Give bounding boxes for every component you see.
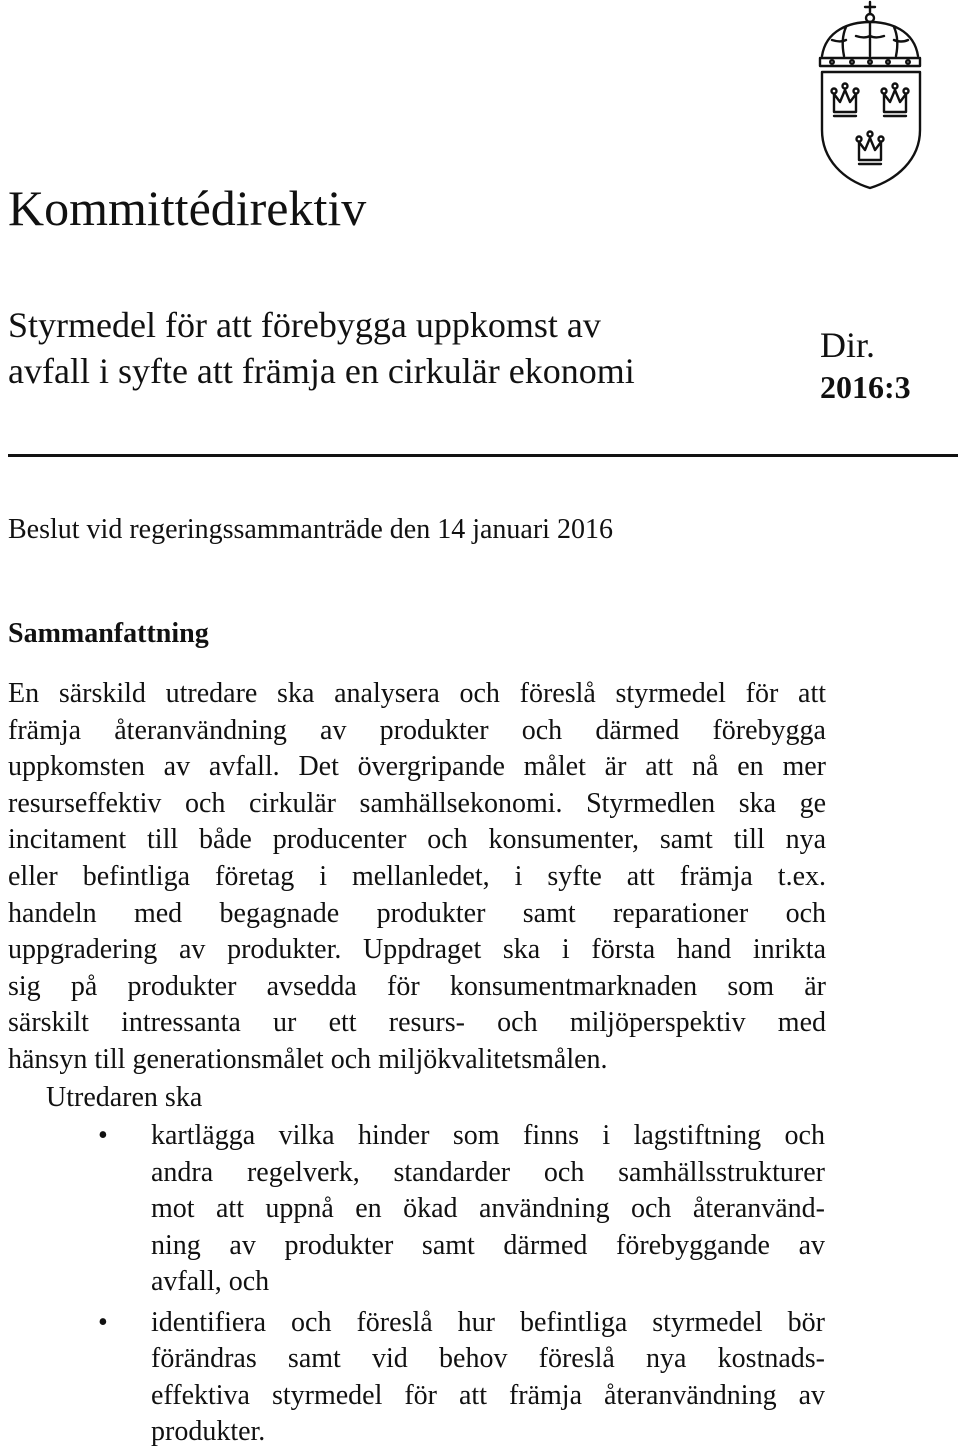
paragraph-line: främja återanvändning av produkter och därmed förebygga: [8, 714, 826, 746]
list-item-line: kartlägga vilka hinder som finns i lagstiftning och: [151, 1120, 825, 1151]
list-item-line: mot att uppnå en ökad användning och återanvänd-: [151, 1193, 825, 1224]
document-title: Kommittédirektiv: [8, 180, 367, 236]
summary-paragraph: [8, 676, 826, 1079]
subtitle-line: avfall i syfte att främja en cirkulär ekonomi: [8, 351, 635, 391]
task-list: [0, 1118, 960, 1455]
list-item-line: identifiera och föreslå hur befintliga styrmedel bör: [151, 1306, 825, 1338]
list-item: [0, 1305, 960, 1451]
bullet-icon: •: [98, 1306, 108, 1338]
list-item: [0, 1118, 960, 1301]
list-item-text: [151, 1305, 825, 1451]
paragraph-line: resurseffektiv och cirkulär samhällsekonomi. Styrmedlen ska ge: [8, 787, 826, 819]
paragraph-line: handeln med begagnade produkter samt reparationer och: [8, 897, 826, 929]
paragraph-line: eller befintliga företag i mellanledet, i syfte att främja t.ex.: [8, 860, 826, 892]
tasks-intro: Utredaren ska: [46, 1082, 203, 1113]
list-item-line: effektiva styrmedel för att främja återanvändning av: [151, 1379, 825, 1411]
header-divider: [8, 454, 958, 457]
paragraph-line: sig på produkter avsedda för konsumentmarknaden som är: [8, 970, 826, 1002]
coat-of-arms-icon: [812, 0, 944, 196]
decision-line: Beslut vid regeringssammanträde den 14 januari 2016: [8, 514, 613, 545]
directive-year: 2016:3: [820, 369, 911, 405]
paragraph-line: uppkomsten av avfall. Det övergripande målet är att nå en mer: [8, 751, 826, 783]
directive-number: [820, 324, 940, 408]
paragraph-line: En särskild utredare ska analysera och föreslå styrmedel för att: [8, 678, 826, 709]
list-item-line: produkter.: [151, 1416, 266, 1447]
bullet-icon: •: [98, 1120, 108, 1151]
paragraph-line: uppgradering av produkter. Uppdraget ska i första hand inrikta: [8, 934, 826, 966]
subtitle-line: Styrmedel för att förebygga uppkomst av: [8, 305, 601, 345]
list-item-line: ning av produkter samt därmed förebyggande av: [151, 1229, 825, 1261]
list-item-text: [151, 1118, 825, 1301]
paragraph-line: incitament till både producenter och konsumenter, samt till nya: [8, 824, 826, 856]
directive-label: Dir.: [820, 325, 876, 365]
document-subtitle: [8, 302, 788, 394]
list-item-line: andra regelverk, standarder och samhällsstrukturer: [151, 1156, 825, 1188]
list-item-line: avfall, och: [151, 1266, 270, 1297]
summary-heading: Sammanfattning: [8, 618, 209, 649]
paragraph-line: särskilt intressanta ur ett resurs- och miljöperspektiv med: [8, 1007, 826, 1039]
list-item-line: förändras samt vid behov föreslå nya kostnads-: [151, 1343, 825, 1374]
paragraph-line: hänsyn till generationsmålet och miljökvalitetsmålen.: [8, 1043, 608, 1075]
